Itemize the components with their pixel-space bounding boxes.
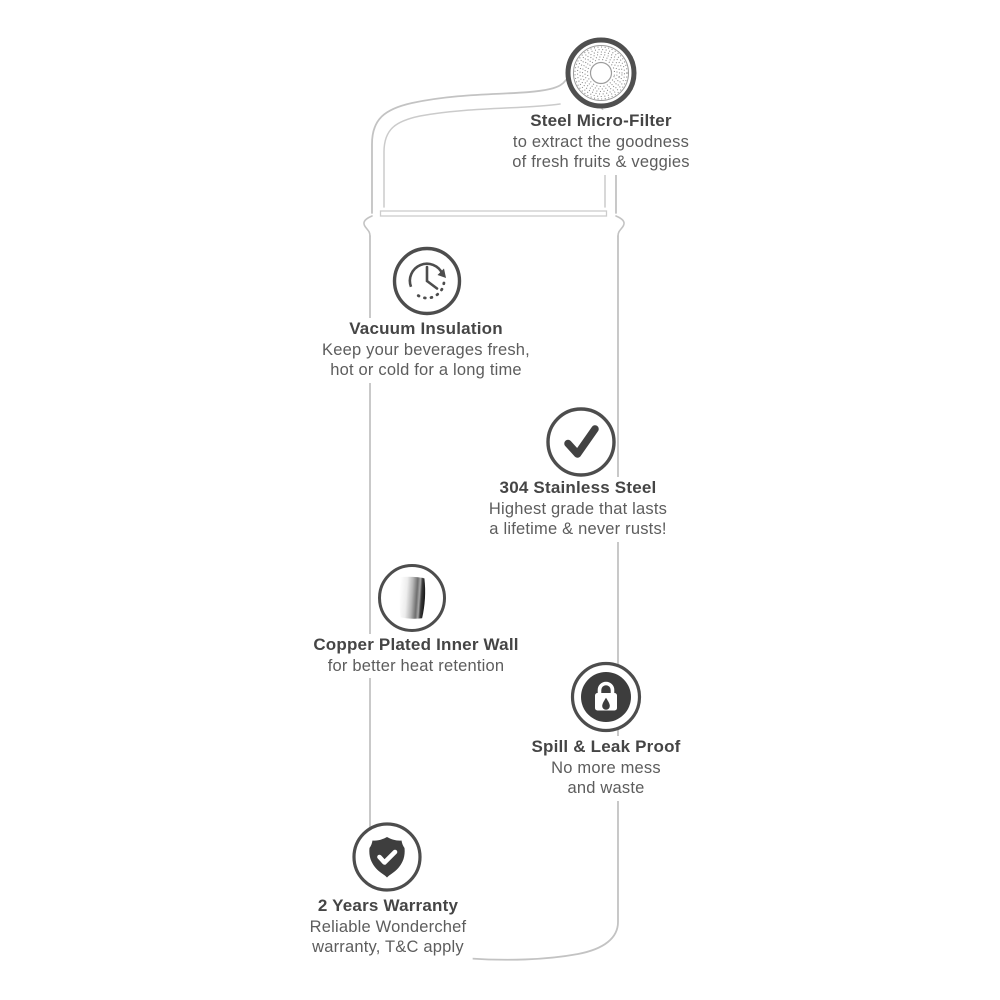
feature-2-years-warranty (304, 895, 473, 960)
feature-title: Steel Micro-Filter (530, 111, 672, 130)
feature-description-line: Keep your beverages fresh, (322, 340, 530, 359)
feature-description-line: warranty, T&C apply (312, 938, 464, 956)
bottle-lip-left (364, 216, 372, 236)
feature-steel-micro-filter (506, 110, 695, 175)
filter-mesh-icon (561, 33, 641, 113)
bottle-neck-band (381, 211, 607, 216)
feature-description-line: Highest grade that lasts (488, 499, 668, 518)
feature-description-line: for better heat retention (327, 656, 505, 675)
shield-check-icon (347, 817, 427, 897)
feature-spill-leak-proof (525, 736, 686, 801)
feature-vacuum-insulation (316, 318, 536, 383)
feature-description-line: of fresh fruits & veggies (512, 153, 690, 171)
feature-title: 2 Years Warranty (317, 896, 459, 915)
feature-description-line: and waste (567, 779, 645, 797)
wall-cross-section-icon (372, 558, 452, 638)
feature-title: Copper Plated Inner Wall (313, 635, 519, 654)
feature-description-line: hot or cold for a long time (330, 361, 522, 379)
feature-description-line: a lifetime & never rusts! (489, 520, 667, 538)
clock-timer-icon (387, 241, 467, 321)
feature-description-line: No more mess (551, 758, 661, 777)
feature-description-line: to extract the goodness (512, 132, 690, 151)
feature-304-stainless-steel (483, 477, 673, 542)
bottle-lip-right (616, 216, 624, 236)
checkmark-icon (541, 402, 621, 482)
feature-description-line: Reliable Wonderchef (309, 917, 467, 936)
feature-title: Vacuum Insulation (349, 319, 503, 338)
padlock-icon (566, 657, 646, 737)
feature-title: Spill & Leak Proof (531, 737, 681, 756)
feature-copper-plated-inner-wall (307, 634, 524, 678)
feature-title: 304 Stainless Steel (499, 478, 657, 497)
